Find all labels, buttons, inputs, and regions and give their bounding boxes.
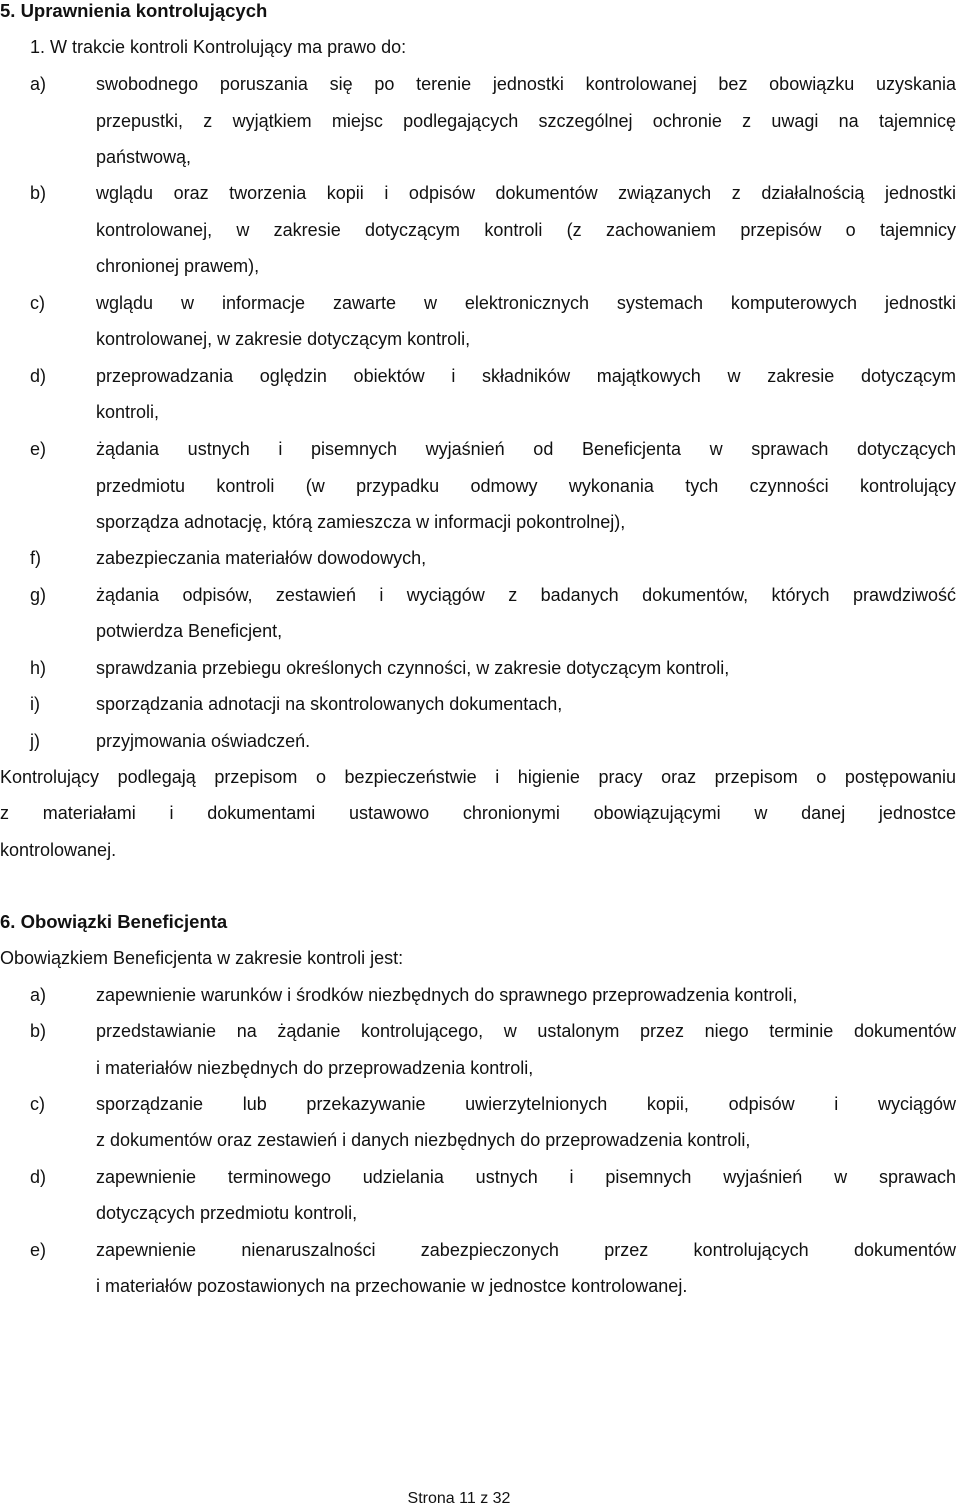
section-5-intro: 1. W trakcie kontroli Kontrolujący ma prawo do: [30,37,407,57]
section-5-heading: 5. Uprawnienia kontrolujących [0,0,268,21]
list-item-line: zapewnienie terminowego udzielania ustnych i pisemnych wyjaśnień w sprawach [96,1167,956,1187]
section-6-intro: Obowiązkiem Beneficjenta w zakresie kontroli jest: [0,948,404,968]
list-item-label: b) [30,183,47,203]
section-5-closing-line: z materiałami i dokumentami ustawowo chronionymi obowiązującymi w danej jednostce [0,803,956,823]
section-5-closing-line: kontrolowanej. [0,840,117,860]
list-item-line: przepustki, z wyjątkiem miejsc podlegających szczególnej ochronie z uwagi na tajemnicę [96,111,956,131]
list-item-line: z dokumentów oraz zestawień i danych niezbędnych do przeprowadzenia kontroli, [96,1130,751,1150]
list-item-line: wglądu oraz tworzenia kopii i odpisów dokumentów związanych z działalnością jednostki [96,183,956,203]
list-item-line: potwierdza Beneficjent, [96,621,283,641]
list-item-line: zapewnienie warunków i środków niezbędnych do sprawnego przeprowadzenia kontroli, [96,985,798,1005]
list-item-label: f) [30,548,41,568]
list-item-label: c) [30,1094,45,1114]
list-item-line: kontrolowanej, w zakresie dotyczącym kontroli, [96,329,471,349]
list-item-line: przedstawianie na żądanie kontrolującego, w ustalonym przez niego terminie dokumentów [96,1021,956,1041]
list-item-line: żądania ustnych i pisemnych wyjaśnień od Beneficjenta w sprawach dotyczących [96,439,956,459]
list-item-label: a) [30,985,47,1005]
list-item-label: e) [30,1240,47,1260]
list-item-line: przyjmowania oświadczeń. [96,731,311,751]
list-item-line: przedmiotu kontroli (w przypadku odmowy wykonania tych czynności kontrolujący [96,476,956,496]
list-item-label: c) [30,293,45,313]
list-item-line: zabezpieczania materiałów dowodowych, [96,548,427,568]
list-item-line: państwową, [96,147,192,167]
list-item-line: zapewnienie nienaruszalności zabezpieczonych przez kontrolujących dokumentów [96,1240,956,1260]
list-item-line: swobodnego poruszania się po terenie jednostki kontrolowanej bez obowiązku uzyskania [96,74,956,94]
page-number: Strona 11 z 32 [407,1490,511,1507]
list-item-line: przeprowadzania oględzin obiektów i składników majątkowych w zakresie dotyczącym [96,366,956,386]
list-item-label: e) [30,439,47,459]
list-item-line: sporządzanie lub przekazywanie uwierzytelnionych kopii, odpisów i wyciągów [96,1094,956,1114]
list-item-line: sporządzania adnotacji na skontrolowanych dokumentach, [96,694,563,714]
section-5-closing-line: Kontrolujący podlegają przepisom o bezpieczeństwie i higienie pracy oraz przepisom o postępowaniu [0,767,956,787]
list-item-label: h) [30,658,47,678]
list-item-line: chronionej prawem), [96,256,260,276]
list-item-label: i) [30,694,40,714]
list-item-line: kontroli, [96,402,160,422]
list-item-line: i materiałów pozostawionych na przechowanie w jednostce kontrolowanej. [96,1276,688,1296]
list-item-label: d) [30,1167,47,1187]
list-item-label: j) [30,731,40,751]
list-item-line: wglądu w informacje zawarte w elektronicznych systemach komputerowych jednostki [96,293,956,313]
list-item-line: dotyczących przedmiotu kontroli, [96,1203,358,1223]
list-item-line: sprawdzania przebiegu określonych czynności, w zakresie dotyczącym kontroli, [96,658,730,678]
section-6-heading: 6. Obowiązki Beneficjenta [0,911,228,932]
list-item-line: sporządza adnotację, którą zamieszcza w informacji pokontrolnej), [96,512,626,532]
list-item-line: kontrolowanej, w zakresie dotyczącym kontroli (z zachowaniem przepisów o tajemnicy [96,220,956,240]
list-item-label: a) [30,74,47,94]
list-item-label: b) [30,1021,47,1041]
list-item-label: d) [30,366,47,386]
list-item-line: żądania odpisów, zestawień i wyciągów z badanych dokumentów, których prawdziwość [96,585,956,605]
list-item-line: i materiałów niezbędnych do przeprowadzenia kontroli, [96,1058,534,1078]
list-item-label: g) [30,585,47,605]
